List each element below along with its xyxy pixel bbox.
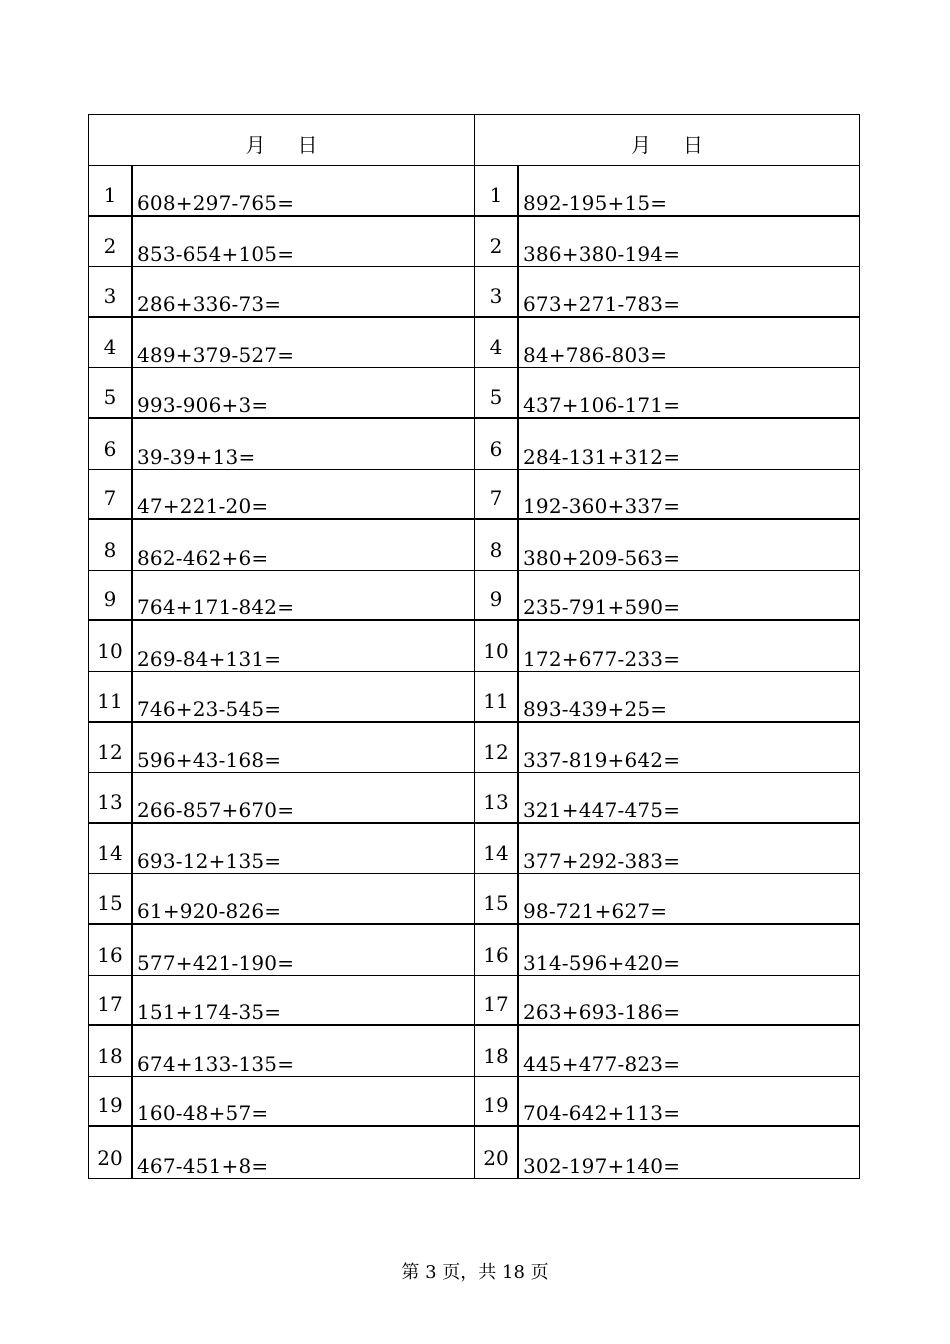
problem-row	[475, 874, 859, 925]
page-footer: 第 3 页，共 18 页	[401, 1262, 549, 1283]
problem-expression: 266-857+670=	[137, 797, 295, 822]
problem-row	[89, 520, 474, 571]
problem-row	[475, 1077, 859, 1128]
problem-expression: 673+271-783=	[523, 291, 681, 316]
problem-expression: 380+209-563=	[523, 545, 681, 570]
problem-number: 15	[89, 874, 133, 923]
problem-expression: 314-596+420=	[523, 950, 681, 975]
problem-row	[475, 318, 859, 369]
problem-number: 19	[475, 1077, 519, 1126]
problem-number: 20	[475, 1127, 519, 1178]
problem-row	[89, 976, 474, 1027]
problem-number: 7	[475, 470, 519, 519]
left-problem-list	[89, 166, 474, 1178]
problem-number: 11	[475, 672, 519, 721]
problem-row	[89, 166, 474, 217]
problem-expression: 764+171-842=	[137, 595, 295, 620]
problem-number: 18	[475, 1026, 519, 1076]
problem-expression: 192-360+337=	[523, 494, 681, 519]
worksheet-table	[88, 114, 860, 1179]
problem-number: 9	[89, 571, 133, 620]
problem-expression: 489+379-527=	[137, 343, 295, 368]
problem-expression: 853-654+105=	[137, 242, 295, 267]
problem-number: 14	[89, 824, 133, 874]
problem-expression: 693-12+135=	[137, 849, 282, 874]
problem-expression: 39-39+13=	[137, 444, 256, 469]
problem-number: 16	[89, 925, 133, 975]
problem-number: 19	[89, 1077, 133, 1126]
left-date-header	[89, 115, 474, 166]
problem-number: 11	[89, 672, 133, 721]
problem-expression: 577+421-190=	[137, 950, 295, 975]
problem-expression: 893-439+25=	[523, 696, 668, 721]
problem-row	[475, 976, 859, 1027]
problem-row	[89, 470, 474, 521]
day-label: 日	[683, 132, 703, 157]
problem-number: 4	[475, 318, 519, 368]
left-column	[89, 115, 475, 1178]
problem-row	[475, 419, 859, 470]
problem-expression: 235-791+590=	[523, 595, 681, 620]
problem-row	[475, 672, 859, 723]
problem-expression: 467-451+8=	[137, 1153, 269, 1178]
problem-number: 17	[89, 976, 133, 1025]
problem-number: 5	[89, 368, 133, 417]
problem-row	[475, 824, 859, 875]
problem-row	[89, 874, 474, 925]
problem-expression: 98-721+627=	[523, 898, 668, 923]
problem-number: 4	[89, 318, 133, 368]
problem-expression: 321+447-475=	[523, 797, 681, 822]
problem-row	[475, 621, 859, 672]
problem-row	[475, 925, 859, 976]
right-problem-list	[475, 166, 859, 1178]
problem-row	[89, 571, 474, 622]
problem-row	[89, 672, 474, 723]
problem-number: 3	[475, 267, 519, 316]
problem-row	[475, 723, 859, 774]
problem-expression: 993-906+3=	[137, 392, 269, 417]
problem-expression: 160-48+57=	[137, 1101, 269, 1126]
problem-expression: 386+380-194=	[523, 242, 681, 267]
problem-number: 2	[89, 217, 133, 267]
problem-number: 6	[475, 419, 519, 469]
problem-expression: 445+477-823=	[523, 1051, 681, 1076]
problem-row	[89, 318, 474, 369]
problem-number: 8	[89, 520, 133, 570]
problem-row	[475, 217, 859, 268]
problem-number: 3	[89, 267, 133, 316]
problem-number: 2	[475, 217, 519, 267]
day-label: 日	[297, 132, 318, 157]
problem-number: 18	[89, 1026, 133, 1076]
problem-expression: 263+693-186=	[523, 1000, 681, 1025]
problem-row	[89, 1077, 474, 1128]
problem-row	[89, 368, 474, 419]
problem-row	[475, 267, 859, 318]
problem-number: 20	[89, 1127, 133, 1178]
problem-number: 13	[89, 773, 133, 822]
problem-expression: 269-84+131=	[137, 646, 282, 671]
problem-expression: 746+23-545=	[137, 696, 282, 721]
problem-row	[89, 723, 474, 774]
problem-expression: 302-197+140=	[523, 1153, 681, 1178]
problem-number: 14	[475, 824, 519, 874]
month-label: 月	[631, 132, 651, 157]
right-column	[475, 115, 859, 1178]
problem-row	[89, 419, 474, 470]
problem-row	[89, 925, 474, 976]
problem-expression: 61+920-826=	[137, 898, 282, 923]
problem-expression: 862-462+6=	[137, 545, 269, 570]
problem-row	[89, 217, 474, 268]
problem-row	[475, 520, 859, 571]
problem-expression: 674+133-135=	[137, 1051, 295, 1076]
problem-number: 7	[89, 470, 133, 519]
problem-expression: 704-642+113=	[523, 1101, 681, 1126]
problem-row	[475, 571, 859, 622]
problem-number: 1	[89, 166, 133, 215]
problem-row	[89, 267, 474, 318]
problem-number: 17	[475, 976, 519, 1025]
problem-row	[89, 621, 474, 672]
problem-row	[89, 1127, 474, 1178]
problem-expression: 84+786-803=	[523, 343, 668, 368]
problem-number: 9	[475, 571, 519, 620]
problem-row	[475, 470, 859, 521]
problem-expression: 47+221-20=	[137, 494, 269, 519]
right-date-header	[475, 115, 859, 166]
problem-row	[89, 1026, 474, 1077]
problem-number: 15	[475, 874, 519, 923]
problem-number: 10	[475, 621, 519, 671]
problem-row	[475, 773, 859, 824]
problem-row	[475, 166, 859, 217]
problem-expression: 596+43-168=	[137, 748, 282, 773]
problem-row	[475, 1026, 859, 1077]
problem-number: 1	[475, 166, 519, 215]
problem-number: 12	[475, 723, 519, 773]
problem-number: 10	[89, 621, 133, 671]
problem-expression: 608+297-765=	[137, 190, 295, 215]
problem-expression: 437+106-171=	[523, 392, 681, 417]
problem-row	[89, 773, 474, 824]
problem-expression: 377+292-383=	[523, 849, 681, 874]
problem-expression: 892-195+15=	[523, 190, 668, 215]
problem-expression: 172+677-233=	[523, 646, 681, 671]
problem-row	[475, 368, 859, 419]
problem-number: 8	[475, 520, 519, 570]
month-label: 月	[245, 132, 266, 157]
problem-expression: 284-131+312=	[523, 444, 681, 469]
problem-number: 5	[475, 368, 519, 417]
problem-number: 12	[89, 723, 133, 773]
problem-expression: 151+174-35=	[137, 1000, 282, 1025]
problem-expression: 337-819+642=	[523, 748, 681, 773]
problem-number: 6	[89, 419, 133, 469]
problem-row	[89, 824, 474, 875]
problem-number: 16	[475, 925, 519, 975]
problem-expression: 286+336-73=	[137, 291, 282, 316]
problem-number: 13	[475, 773, 519, 822]
problem-row	[475, 1127, 859, 1178]
